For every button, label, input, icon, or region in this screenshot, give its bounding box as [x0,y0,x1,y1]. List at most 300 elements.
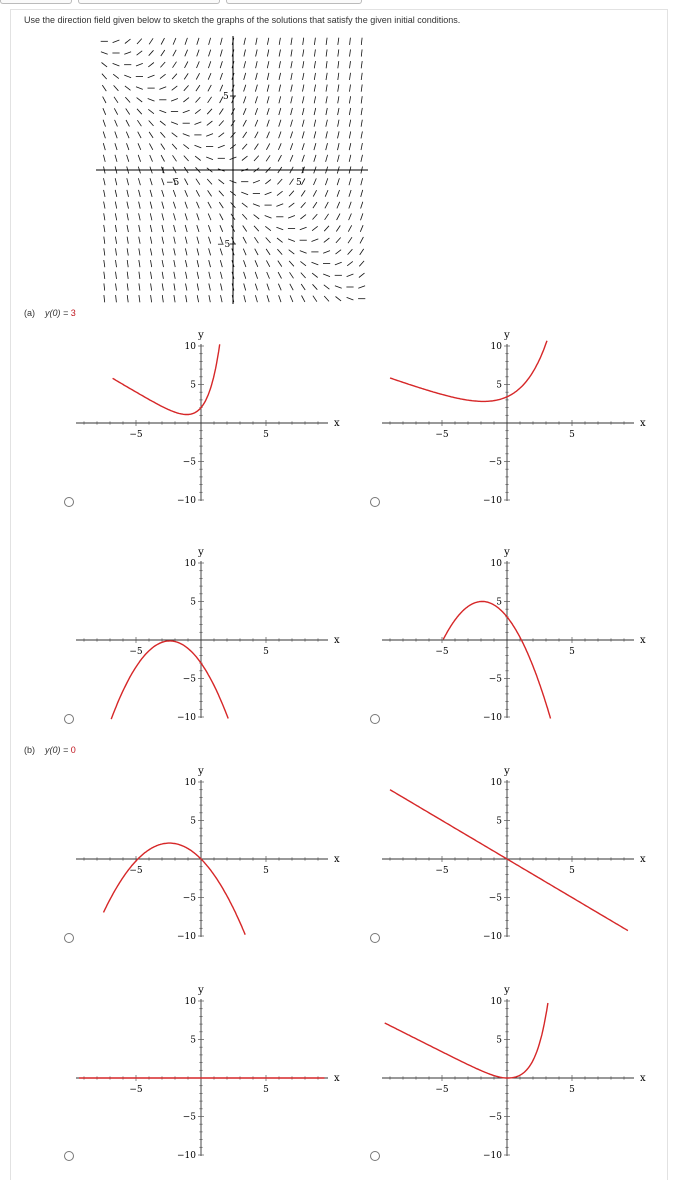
slope-segment [361,131,362,138]
slope-segment [291,73,292,80]
slope-segment [137,39,142,44]
slope-segment [290,155,293,162]
slope-segment [291,61,292,68]
slope-segment [139,272,140,279]
slope-segment [289,191,294,196]
slope-segment [244,260,246,267]
slope-segment [303,73,304,80]
slope-segment [126,109,130,115]
slope-segment [314,108,316,115]
slope-segment [267,50,268,57]
slope-segment [185,190,188,197]
slope-segment [326,85,327,92]
slope-segment [313,296,317,302]
slope-segment [361,143,362,150]
slope-segment [338,49,339,56]
x-tick-neg5: −5 [129,430,143,440]
slope-segment [173,38,176,45]
slope-segment [197,272,199,279]
slope-segment [160,74,166,78]
y-tick-10: 10 [490,997,502,1007]
x-tick-neg5: −5 [129,647,143,657]
y-tick-neg5: −5 [182,457,196,468]
slope-segment [266,238,271,243]
y-axis-label: y [504,547,510,558]
slope-segment [102,74,107,79]
slope-segment [149,38,153,44]
slope-segment [350,73,351,80]
slope-segment [302,296,305,302]
slope-segment [104,237,105,244]
slope-segment [361,202,363,209]
y-tick-neg5: −5 [182,674,196,685]
slope-segment [253,204,260,207]
slope-segment [197,202,200,209]
slope-segment [358,286,365,289]
part-letter: (b) [24,745,35,755]
slope-segment [162,283,163,290]
slope-segment [360,225,363,232]
slope-segment [361,85,362,92]
slope-segment [244,295,246,302]
slope-segment [256,73,258,80]
slope-segment [150,248,151,255]
y-tick-5: 5 [190,1035,196,1046]
option-radio-b-1[interactable] [64,933,74,943]
slope-segment [255,132,258,138]
x-tick-neg5: −5 [129,1085,143,1095]
slope-segment [314,143,316,150]
slope-segment [208,214,211,221]
slope-segment [218,145,225,148]
slope-segment [162,248,163,255]
option-radio-a-1[interactable] [64,497,74,507]
slope-segment [350,61,351,68]
slope-segment [361,108,362,115]
slope-segment [159,110,166,113]
slope-segment [326,131,328,138]
slope-segment [302,120,304,127]
y-axis-label: y [198,985,204,996]
y-tick-neg10: −10 [483,713,502,723]
slope-segment [149,143,152,149]
y-tick-neg10: −10 [177,496,196,506]
slope-segment [314,73,315,80]
slope-segment [324,238,330,242]
slope-segment [125,86,131,90]
slope-segment [243,226,247,232]
slope-segment [149,50,154,55]
option-radio-a-4[interactable] [370,714,380,724]
slope-segment [278,261,282,267]
slope-segment [139,225,140,232]
y-tick-10: 10 [490,342,502,352]
slope-segment [312,239,319,242]
slope-segment [115,237,116,244]
slope-segment [255,108,257,115]
slope-segment [349,108,350,115]
x-axis-label: x [640,854,646,865]
slope-segment [326,96,327,103]
slope-segment [183,144,189,148]
slope-segment [301,273,306,278]
slope-segment [326,120,328,127]
slope-segment [127,237,128,244]
slope-segment [279,108,281,115]
slope-segment [209,38,211,45]
slope-segment [337,190,339,197]
slope-segment [276,227,283,230]
slope-segment [219,191,224,196]
slope-segment [195,122,202,125]
option-radio-a-2[interactable] [370,497,380,507]
slope-segment [300,227,307,230]
slope-segment [208,202,211,208]
slope-segment [277,191,283,195]
slope-segment [195,109,201,113]
slope-segment [244,73,246,80]
slope-segment [196,73,199,79]
slope-segment [174,213,176,220]
y-axis-label: y [198,766,204,777]
slope-segment [277,179,282,184]
slope-segment [104,213,105,220]
initial-condition-text: y(0) = [45,745,71,755]
slope-segment [115,225,116,232]
slope-segment [347,261,353,265]
x-tick-5: 5 [569,430,575,440]
slope-segment [359,261,364,266]
slope-segment [137,98,143,102]
x-axis-label: x [640,1073,646,1084]
slope-segment [267,284,269,291]
slope-segment [314,96,315,103]
slope-segment [255,96,257,103]
slope-segment [185,237,187,244]
slope-segment [173,62,177,68]
slope-segment [139,260,140,267]
slope-segment [139,202,141,209]
top-tabs [0,0,678,4]
slope-segment [338,120,339,127]
slope-segment [290,143,292,150]
slope-segment [244,38,246,45]
option-radio-b-4[interactable] [370,1151,380,1161]
slope-segment [127,283,128,290]
slope-segment [139,213,141,220]
slope-segment [279,132,281,139]
y-tick-neg5: −5 [488,457,502,468]
slope-segment [349,155,351,162]
slope-segment [256,61,258,68]
x-axis-label: x [640,418,646,429]
slope-segment [242,156,248,160]
slope-segment [207,179,212,184]
slope-segment [303,85,304,92]
slope-segment [161,155,164,161]
x-tick-neg5: −5 [435,647,449,657]
slope-segment [124,52,131,55]
option-radio-a-3[interactable] [64,714,74,724]
y-tick-10: 10 [490,778,502,788]
slope-segment [243,249,246,256]
slope-segment [288,239,295,242]
slope-segment [361,96,362,103]
slope-segment [337,202,340,209]
top-tab[interactable] [0,0,72,4]
slope-segment [360,237,363,243]
slope-segment [267,272,270,279]
slope-segment [265,216,272,219]
part-a-label [24,308,76,318]
slope-segment [185,179,188,185]
slope-segment [174,248,176,255]
solution-curve [104,843,246,935]
option-graph-a-3 [76,543,348,723]
slope-segment [243,108,246,115]
slope-segment [349,190,351,197]
slope-segment [337,178,339,185]
slope-segment [323,274,330,277]
slope-segment [197,295,198,302]
x-tick-neg5: −5 [435,1085,449,1095]
slope-segment [162,202,164,209]
slope-segment [302,131,304,138]
slope-segment [127,178,129,185]
y-tick-5: 5 [190,816,196,827]
x-tick-neg5: −5 [435,866,449,876]
slope-segment [148,109,154,113]
slope-segment [197,61,200,68]
slope-segment [208,85,211,91]
slope-segment [361,73,362,80]
slope-segment [103,132,105,139]
slope-segment [336,250,342,254]
slope-segment [359,273,365,277]
slope-segment [267,85,269,92]
top-tab[interactable] [226,0,362,4]
slope-segment [314,120,316,127]
slope-segment [302,155,304,162]
slope-segment [185,38,187,45]
slope-segment [291,85,293,92]
slope-segment [114,108,117,114]
slope-segment [151,283,152,290]
slope-segment [127,155,129,162]
slope-segment [184,85,189,90]
slope-segment [136,63,143,66]
slope-segment [302,143,304,150]
y-tick-neg5: −5 [488,1112,502,1123]
slope-segment [104,202,105,209]
slope-segment [127,190,129,197]
slope-segment [350,49,351,56]
x-tick-5: 5 [263,866,269,876]
slope-segment [104,178,106,185]
slope-segment [267,38,268,45]
slope-segment [267,295,269,302]
slope-segment [197,213,199,220]
slope-segment [279,96,281,103]
slope-segment [196,190,199,196]
slope-segment [302,179,305,185]
slope-segment [314,85,315,92]
slope-segment [206,157,213,160]
slope-segment [102,63,108,67]
slope-segment [349,143,351,150]
slope-segment [338,108,339,115]
slope-segment [208,61,210,68]
slope-segment [361,49,362,56]
y-tick-10: 10 [184,778,196,788]
slope-segment [243,120,246,126]
slope-segment [139,248,140,255]
x-tick-neg5: −5 [435,430,449,440]
slope-segment [160,121,166,125]
slope-segment [172,86,178,90]
slope-segment [150,155,153,162]
slope-segment [243,132,247,138]
option-radio-b-3[interactable] [64,1151,74,1161]
slope-segment [290,295,293,302]
y-tick-10: 10 [490,559,502,569]
slope-segment [185,225,187,232]
slope-segment [183,98,189,102]
slope-segment [103,108,106,115]
slope-segment [172,74,177,79]
slope-segment [266,155,270,161]
slope-segment [162,237,164,244]
slope-segment [219,121,224,126]
slope-segment [303,61,304,68]
slope-segment [150,190,152,197]
slope-segment [255,284,257,291]
slope-segment [162,260,163,267]
slope-segment [338,61,339,68]
slope-segment [278,143,281,150]
slope-segment [279,50,280,57]
slope-segment [244,50,246,57]
slope-segment [244,284,246,291]
slope-segment [139,237,140,244]
slope-segment [173,202,175,209]
slope-segment [184,73,188,79]
x-axis-label: x [334,418,340,429]
slope-segment [174,295,175,302]
slope-segment [279,295,281,302]
slope-segment [102,85,106,91]
slope-segment [254,237,258,243]
option-radio-b-2[interactable] [370,933,380,943]
slope-segment [219,180,225,184]
slope-segment [196,179,200,185]
slope-segment [244,61,246,68]
slope-segment [267,96,269,103]
slope-segment [127,248,128,255]
slope-segment [101,52,108,55]
df-x-tick-right: 5 [296,178,302,188]
slope-segment [289,250,295,254]
slope-segment [151,260,152,267]
y-tick-5: 5 [496,380,502,391]
y-tick-5: 5 [496,1035,502,1046]
slope-segment [113,74,119,78]
slope-segment [209,260,211,267]
slope-segment [220,38,222,45]
slope-segment [301,190,305,196]
y-tick-10: 10 [184,342,196,352]
slope-segment [254,156,259,161]
slope-segment [336,297,342,301]
slope-segment [209,237,211,244]
df-y-tick-top: 5 [223,92,229,102]
slope-segment [300,215,306,219]
slope-segment [172,133,178,137]
x-tick-5: 5 [263,430,269,440]
slope-segment [196,97,201,102]
slope-segment [197,284,198,291]
slope-segment [279,85,281,92]
slope-segment [220,61,222,68]
x-tick-neg5: −5 [129,866,143,876]
slope-segment [349,120,350,127]
slope-segment [337,214,340,220]
slope-segment [162,272,163,279]
slope-segment [116,283,117,290]
slope-segment [291,50,292,57]
slope-segment [116,272,117,279]
slope-segment [255,120,258,127]
y-tick-neg5: −5 [488,893,502,904]
slope-segment [253,180,260,183]
slope-segment [197,248,199,255]
slope-segment [336,238,341,243]
slope-segment [279,73,281,80]
df-y-tick-bottom: −5 [217,240,231,250]
slope-segment [289,261,294,266]
slope-segment [313,190,316,196]
slope-segment [301,202,306,207]
solution-curve [390,790,628,931]
slope-segment [138,132,141,138]
slope-segment [113,63,120,66]
slope-segment [161,50,165,56]
slope-segment [338,131,340,138]
slope-segment [206,134,213,137]
slope-segment [300,251,307,254]
slope-segment [361,190,363,197]
slope-segment [347,297,354,300]
slope-segment [244,272,246,279]
slope-segment [335,262,342,265]
slope-segment [127,213,128,220]
slope-segment [255,85,257,92]
slope-segment [291,120,293,127]
slope-segment [139,283,140,290]
slope-segment [103,97,106,103]
slope-segment [138,155,140,162]
y-tick-10: 10 [184,559,196,569]
slope-segment [279,61,280,68]
top-tab[interactable] [78,0,220,4]
slope-segment [127,295,128,302]
slope-segment [174,237,176,244]
slope-segment [350,85,351,92]
solution-curve [443,602,550,719]
slope-segment [196,85,200,91]
slope-segment [220,225,223,232]
slope-segment [104,190,105,197]
